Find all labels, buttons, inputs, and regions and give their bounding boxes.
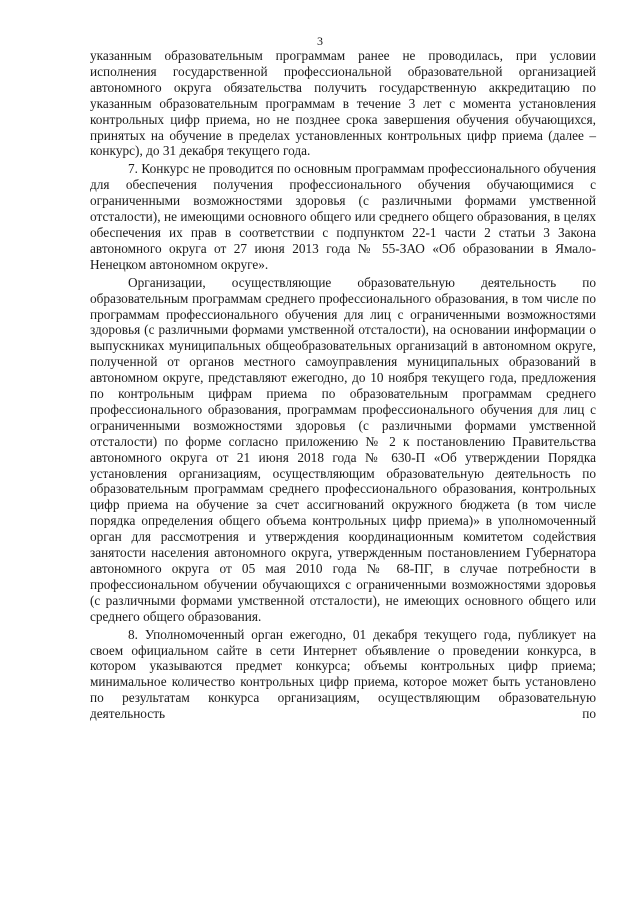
document-body [90, 48, 596, 724]
paragraph-organizations: Организации, осуществляющие образовательную деятельность по образовательным программам среднего профессионального образования, в том числе по программам профессионального обучения для лиц с ограниченными возможностями здоровья (с различными формами умственной отсталости), на основании информации о выпускниках муниципальных общеобразовательных организаций в автономном округе, полученной от органов местного самоуправления муниципальных образований в автономном округе, представляют ежегодно, до 10 ноября текущего года, предложения по контрольным цифрам приема по образовательным программам среднего профессионального образования, программам профессионального обучения для лиц с ограниченными возможностями здоровья (с различными формами умственной отсталости) по форме согласно приложению № 2 к постановлению Правительства автономного округа от 21 июня 2018 года № 630-П «Об утверждении Порядка установления организациям, осуществляющим образовательную деятельность по образовательным программам среднего профессионального образования, контрольных цифр приема на обучение за счет ассигнований окружного бюджета (в том числе порядка определения общего объема контрольных цифр приема)» в уполномоченный орган для рассмотрения и утверждения координационным комитетом содействия занятости населения автономного округа, утвержденным постановлением Губернатора автономного округа от 05 мая 2010 года № 68-ПГ, в случае потребности в профессиональном обучении обучающихся с ограниченными возможностями здоровья (с различными формами умственной отсталости), не имеющих основного общего или среднего общего образования. [90, 274, 596, 624]
paragraph-continuation: указанным образовательным программам ранее не проводилась, при условии исполнения государственной профессиональной образовательной организацией автономного округа обязательства получить государственную аккредитацию по указанным образовательным программам в течение 3 лет с момента установления контрольных цифр приема, но не позднее срока завершения обучения обучающихся, принятых на обучение в пределах установленных контрольных цифр приема (далее – конкурс), до 31 декабря текущего года. [90, 48, 596, 159]
page-number: 3 [317, 34, 323, 48]
paragraph-item-8: 8. Уполномоченный орган ежегодно, 01 декабря текущего года, публикует на своем официальном сайте в сети Интернет объявление о проведении конкурса, в котором указываются предмет конкурса; объемы контрольных цифр приема; минимальное количество контрольных цифр приема, которое может быть установлено по результатам конкурса организациям, осуществляющим образовательную деятельность по [90, 626, 596, 722]
paragraph-item-7: 7. Конкурс не проводится по основным программам профессионального обучения для обеспечения получения профессионального обучения обучающимися с ограниченными возможностями здоровья (с различными формами умственной отсталости), не имеющими основного общего или среднего общего образования, в целях обеспечения их прав в соответствии с подпунктом 22-1 части 2 статьи 3 Закона автономного округа от 27 июня 2013 года № 55-ЗАО «Об образовании в Ямало-Ненецком автономном округе». [90, 161, 596, 272]
